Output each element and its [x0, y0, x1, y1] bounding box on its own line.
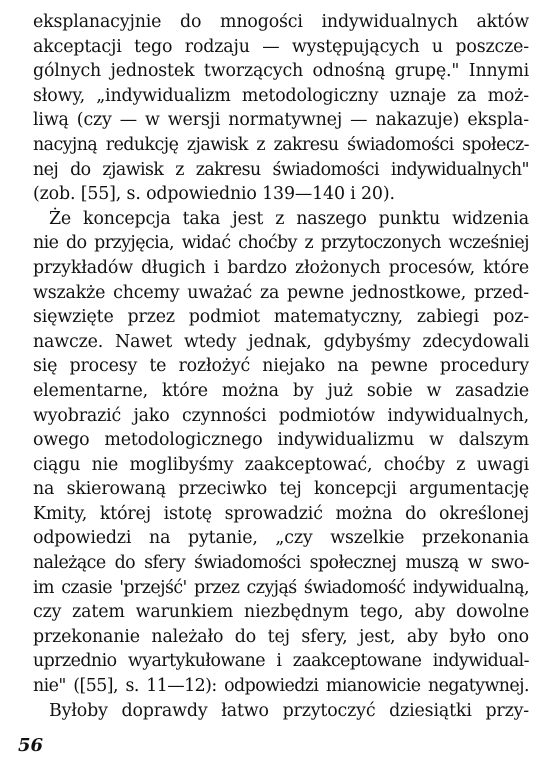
- text-line-7: nej do zjawisk z zakresu świadomości indywidualnych": [33, 159, 529, 180]
- text-line-22: odpowiedzi na pytanie, „czy wszelkie przekonania: [33, 528, 529, 549]
- text-line-14: nawcze. Nawet wtedy jednak, gdybyśmy zdecydowali: [33, 331, 529, 352]
- text-line-4: słowy, „indywidualizm metodologiczny uznaje za moż-: [33, 85, 529, 106]
- text-line-16: elementarne, które można by już sobie w zasadzie: [33, 380, 529, 401]
- text-line-6: nacyjną redukcję zjawisk z zakresu świadomości społecz-: [33, 134, 529, 155]
- text-line-3: gólnych jednostek tworzących odnośną grupę." Innymi: [33, 61, 529, 82]
- text-line-12: wszakże chcemy uważać za pewne jednostkowe, przed-: [33, 282, 529, 303]
- text-line-23: należące do sfery świadomości społecznej muszą w swo-: [33, 553, 529, 574]
- text-line-9: Że koncepcja taka jest z naszego punktu widzenia: [49, 208, 529, 229]
- text-line-8: (zob. [55], s. odpowiednio 139—140 i 20).: [33, 184, 395, 205]
- text-line-20: na skierowaną przeciwko tej koncepcji argumentację: [33, 479, 529, 500]
- text-line-15: się procesy te rozłożyć niejako na pewne procedury: [33, 356, 529, 377]
- text-line-17: wyobrazić jako czynności podmiotów indywidualnych,: [33, 405, 529, 426]
- text-line-1: eksplanacyjnie do mnogości indywidualnych aktów: [33, 12, 529, 32]
- text-line-13: sięwzięte przez podmiot matematyczny, zabiegi poz-: [33, 307, 529, 328]
- text-line-19: ciągu nie moglibyśmy zaakceptować, choćby z uwagi: [33, 454, 529, 475]
- text-line-27: uprzednio wyartykułowane i zaakceptowane indywidual-: [33, 651, 529, 672]
- text-line-11: przykładów długich i bardzo złożonych procesów, które: [33, 257, 529, 278]
- text-line-26: przekonanie należało do tej sfery, jest, aby było ono: [33, 626, 529, 647]
- text-line-29: Byłoby doprawdy łatwo przytoczyć dziesiątki przy-: [49, 700, 529, 721]
- text-line-24: im czasie 'przejść' przez czyjąś świadomość indywidualną,: [33, 577, 529, 598]
- text-line-28: nie" ([55], s. 11—12): odpowiedzi mianowicie negatywnej.: [33, 676, 529, 697]
- text-line-21: Kmity, której istotę sprowadzić można do określonej: [33, 503, 529, 524]
- page-number: 56: [18, 735, 44, 756]
- text-line-18: owego metodologicznego indywidualizmu w dalszym: [33, 430, 529, 451]
- text-line-2: akceptacji tego rodzaju — występujących u poszcze-: [33, 36, 529, 57]
- text-line-25: czy zatem warunkiem niezbędnym tego, aby dowolne: [33, 602, 529, 623]
- text-line-10: nie do przyjęcia, widać choćby z przytoczonych wcześniej: [33, 233, 529, 254]
- body-text: [33, 10, 529, 723]
- text-line-5: liwą (czy — w wersji normatywnej — nakazuje) ekspla-: [33, 110, 529, 131]
